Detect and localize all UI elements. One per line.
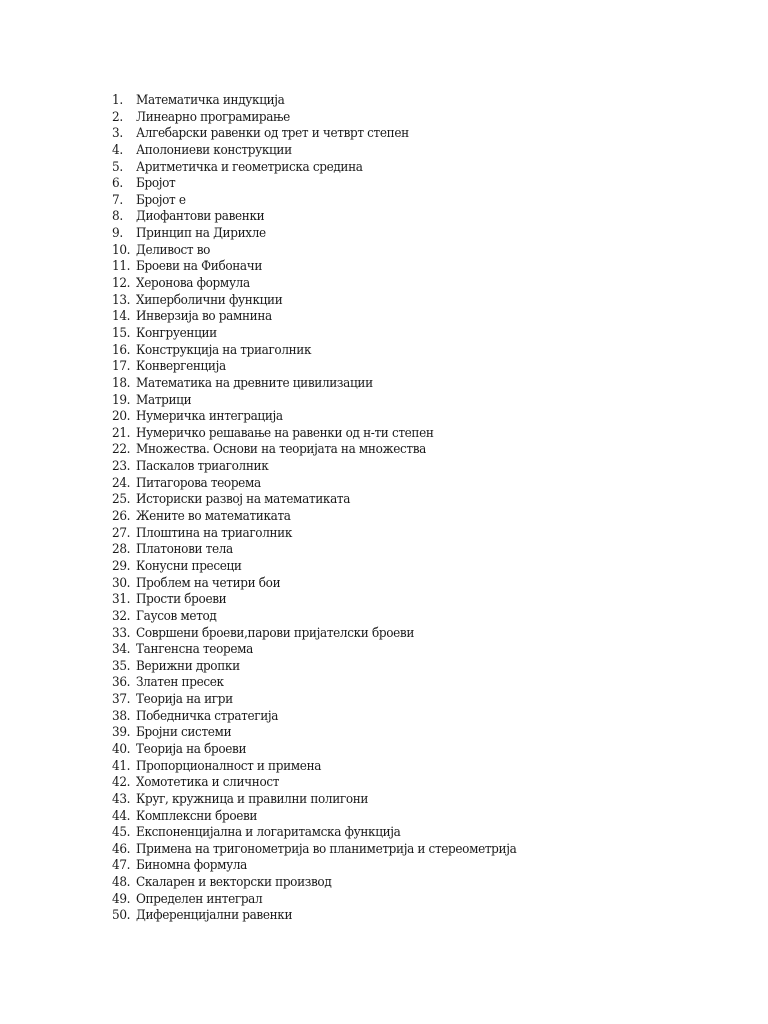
list-item-title: Множества. Основи на теоријата на множества bbox=[136, 442, 426, 458]
list-item-number: 27. bbox=[112, 525, 131, 541]
list-item-number: 44. bbox=[112, 808, 131, 824]
list-item bbox=[112, 459, 516, 476]
list-item bbox=[112, 526, 516, 543]
list-item-number: 15. bbox=[112, 325, 131, 341]
list-item-title: Хиперболични функции bbox=[136, 292, 283, 308]
list-item-title: Скаларен и векторски производ bbox=[136, 875, 332, 891]
list-item-title: Алгебарски равенки од трет и четврт степен bbox=[136, 126, 409, 142]
list-item bbox=[112, 759, 516, 776]
list-item-title: Совршени броеви,парови пријателски броеви bbox=[136, 625, 414, 641]
list-item-title: Комплексни броеви bbox=[136, 808, 258, 824]
list-item-title: Експоненцијална и логаритамска функција bbox=[136, 825, 401, 841]
list-item-title: Биномна формула bbox=[136, 858, 247, 874]
list-item-number: 6. bbox=[112, 176, 123, 192]
list-item-title: Жените во математиката bbox=[136, 509, 291, 525]
list-item bbox=[112, 892, 516, 909]
list-item-title: Историски развој на математиката bbox=[136, 492, 351, 508]
list-item-title: Плоштина на триаголник bbox=[136, 525, 293, 541]
list-item bbox=[112, 243, 516, 260]
list-item bbox=[112, 409, 516, 426]
list-item bbox=[112, 359, 516, 376]
list-item-title: Инверзија во рамнина bbox=[136, 309, 272, 325]
list-item-number: 3. bbox=[112, 126, 123, 142]
list-item-number: 47. bbox=[112, 858, 131, 874]
list-item-number: 24. bbox=[112, 475, 131, 491]
list-item bbox=[112, 110, 516, 127]
list-item-title: Платонови тела bbox=[136, 542, 233, 558]
list-item bbox=[112, 792, 516, 809]
list-item-number: 11. bbox=[112, 259, 131, 275]
list-item-title: Хомотетика и сличност bbox=[136, 775, 280, 791]
list-item-number: 2. bbox=[112, 109, 123, 125]
list-item bbox=[112, 309, 516, 326]
list-item bbox=[112, 126, 516, 143]
list-item-title: Херонова формула bbox=[136, 276, 250, 292]
list-item-title: Прости броеви bbox=[136, 592, 227, 608]
list-item bbox=[112, 626, 516, 643]
list-item-number: 12. bbox=[112, 276, 131, 292]
list-item bbox=[112, 93, 516, 110]
list-item-number: 35. bbox=[112, 658, 131, 674]
list-item bbox=[112, 858, 516, 875]
list-item-title: Принцип на Дирихле bbox=[136, 226, 266, 242]
list-item-title: Теорија на игри bbox=[136, 692, 233, 708]
list-item-title: Диофантови равенки bbox=[136, 209, 265, 225]
list-item bbox=[112, 176, 516, 193]
list-item-number: 23. bbox=[112, 459, 131, 475]
list-item-number: 19. bbox=[112, 392, 131, 408]
list-item bbox=[112, 376, 516, 393]
list-item bbox=[112, 209, 516, 226]
list-item-number: 43. bbox=[112, 791, 131, 807]
list-item-number: 50. bbox=[112, 908, 131, 924]
list-item bbox=[112, 609, 516, 626]
list-item-number: 18. bbox=[112, 375, 131, 391]
list-item bbox=[112, 276, 516, 293]
list-item bbox=[112, 642, 516, 659]
list-item-title: Бројот bbox=[136, 176, 176, 192]
list-item-number: 39. bbox=[112, 725, 131, 741]
list-item-number: 29. bbox=[112, 558, 131, 574]
list-item bbox=[112, 509, 516, 526]
list-item-number: 14. bbox=[112, 309, 131, 325]
list-item bbox=[112, 293, 516, 310]
list-item-title: Гаусов метод bbox=[136, 608, 217, 624]
list-item bbox=[112, 476, 516, 493]
list-item-number: 37. bbox=[112, 692, 131, 708]
list-item bbox=[112, 143, 516, 160]
list-item bbox=[112, 842, 516, 859]
list-item-number: 17. bbox=[112, 359, 131, 375]
list-item-number: 49. bbox=[112, 891, 131, 907]
list-item-title: Конвергенција bbox=[136, 359, 226, 375]
list-item-title: Линеарно програмирање bbox=[136, 109, 290, 125]
topic-list bbox=[112, 93, 516, 925]
list-item bbox=[112, 875, 516, 892]
list-item bbox=[112, 492, 516, 509]
list-item-number: 25. bbox=[112, 492, 131, 508]
list-item-title: Броеви на Фибоначи bbox=[136, 259, 263, 275]
list-item-number: 20. bbox=[112, 409, 131, 425]
list-item bbox=[112, 193, 516, 210]
list-item-title: Паскалов триаголник bbox=[136, 459, 269, 475]
list-item-title: Бројот е bbox=[136, 192, 186, 208]
list-item-number: 16. bbox=[112, 342, 131, 358]
list-item-number: 33. bbox=[112, 625, 131, 641]
list-item-number: 4. bbox=[112, 142, 123, 158]
list-item-number: 34. bbox=[112, 642, 131, 658]
list-item-number: 26. bbox=[112, 509, 131, 525]
list-item-number: 38. bbox=[112, 708, 131, 724]
list-item bbox=[112, 825, 516, 842]
list-item-title: Верижни дропки bbox=[136, 658, 240, 674]
list-item bbox=[112, 542, 516, 559]
list-item bbox=[112, 742, 516, 759]
list-item-title: Диференцијални равенки bbox=[136, 908, 293, 924]
list-item-number: 7. bbox=[112, 192, 123, 208]
list-item bbox=[112, 725, 516, 742]
list-item bbox=[112, 343, 516, 360]
list-item-number: 13. bbox=[112, 292, 131, 308]
list-item bbox=[112, 559, 516, 576]
list-item-title: Деливост во bbox=[136, 242, 211, 258]
list-item-title: Математичка индукција bbox=[136, 93, 285, 108]
list-item-title: Нумеричка интеграција bbox=[136, 409, 283, 425]
list-item bbox=[112, 775, 516, 792]
list-item bbox=[112, 908, 516, 925]
list-item-title: Тангенсна теорема bbox=[136, 642, 253, 658]
list-item-number: 40. bbox=[112, 741, 131, 757]
list-item-title: Аритметичка и геометриска средина bbox=[136, 159, 363, 175]
list-item bbox=[112, 226, 516, 243]
list-item-number: 30. bbox=[112, 575, 131, 591]
list-item-title: Бројни системи bbox=[136, 725, 232, 741]
list-item bbox=[112, 576, 516, 593]
list-item-number: 36. bbox=[112, 675, 131, 691]
list-item-title: Математика на древните цивилизации bbox=[136, 375, 373, 391]
list-item-number: 22. bbox=[112, 442, 131, 458]
list-item-number: 31. bbox=[112, 592, 131, 608]
list-item-number: 42. bbox=[112, 775, 131, 791]
list-item-title: Победничка стратегија bbox=[136, 708, 279, 724]
list-item bbox=[112, 709, 516, 726]
list-item-title: Златен пресек bbox=[136, 675, 224, 691]
list-item bbox=[112, 809, 516, 826]
list-item-number: 21. bbox=[112, 425, 131, 441]
list-item-title: Примена на тригонометрија во планиметрија и стереометрија bbox=[136, 841, 517, 857]
list-item-number: 41. bbox=[112, 758, 131, 774]
list-item-title: Конгруенции bbox=[136, 325, 217, 341]
list-item-title: Проблем на четири бои bbox=[136, 575, 281, 591]
list-item-number: 28. bbox=[112, 542, 131, 558]
list-item-number: 1. bbox=[112, 93, 123, 108]
list-item-title: Круг, кружница и правилни полигони bbox=[136, 791, 369, 807]
list-item-number: 46. bbox=[112, 841, 131, 857]
list-item bbox=[112, 442, 516, 459]
list-item-number: 32. bbox=[112, 608, 131, 624]
list-item-title: Аполониеви конструкции bbox=[136, 142, 292, 158]
list-item-number: 10. bbox=[112, 242, 131, 258]
list-item-title: Пропорционалност и примена bbox=[136, 758, 322, 774]
list-item-title: Нумеричко решавање на равенки од н-ти степен bbox=[136, 425, 434, 441]
list-item bbox=[112, 326, 516, 343]
list-item-title: Матрици bbox=[136, 392, 192, 408]
list-item bbox=[112, 426, 516, 443]
list-item bbox=[112, 160, 516, 177]
list-item-number: 8. bbox=[112, 209, 123, 225]
list-item-title: Конусни пресеци bbox=[136, 558, 242, 574]
list-item bbox=[112, 259, 516, 276]
list-item-number: 45. bbox=[112, 825, 131, 841]
list-item-number: 9. bbox=[112, 226, 123, 242]
list-item bbox=[112, 592, 516, 609]
list-item bbox=[112, 675, 516, 692]
list-item-title: Теорија на броеви bbox=[136, 741, 247, 757]
list-item bbox=[112, 659, 516, 676]
list-item-title: Определен интеграл bbox=[136, 891, 263, 907]
list-item-title: Конструкција на триаголник bbox=[136, 342, 312, 358]
list-item-number: 5. bbox=[112, 159, 123, 175]
list-item-title: Питагорова теорема bbox=[136, 475, 261, 491]
list-item bbox=[112, 393, 516, 410]
list-item-number: 48. bbox=[112, 875, 131, 891]
list-item bbox=[112, 692, 516, 709]
